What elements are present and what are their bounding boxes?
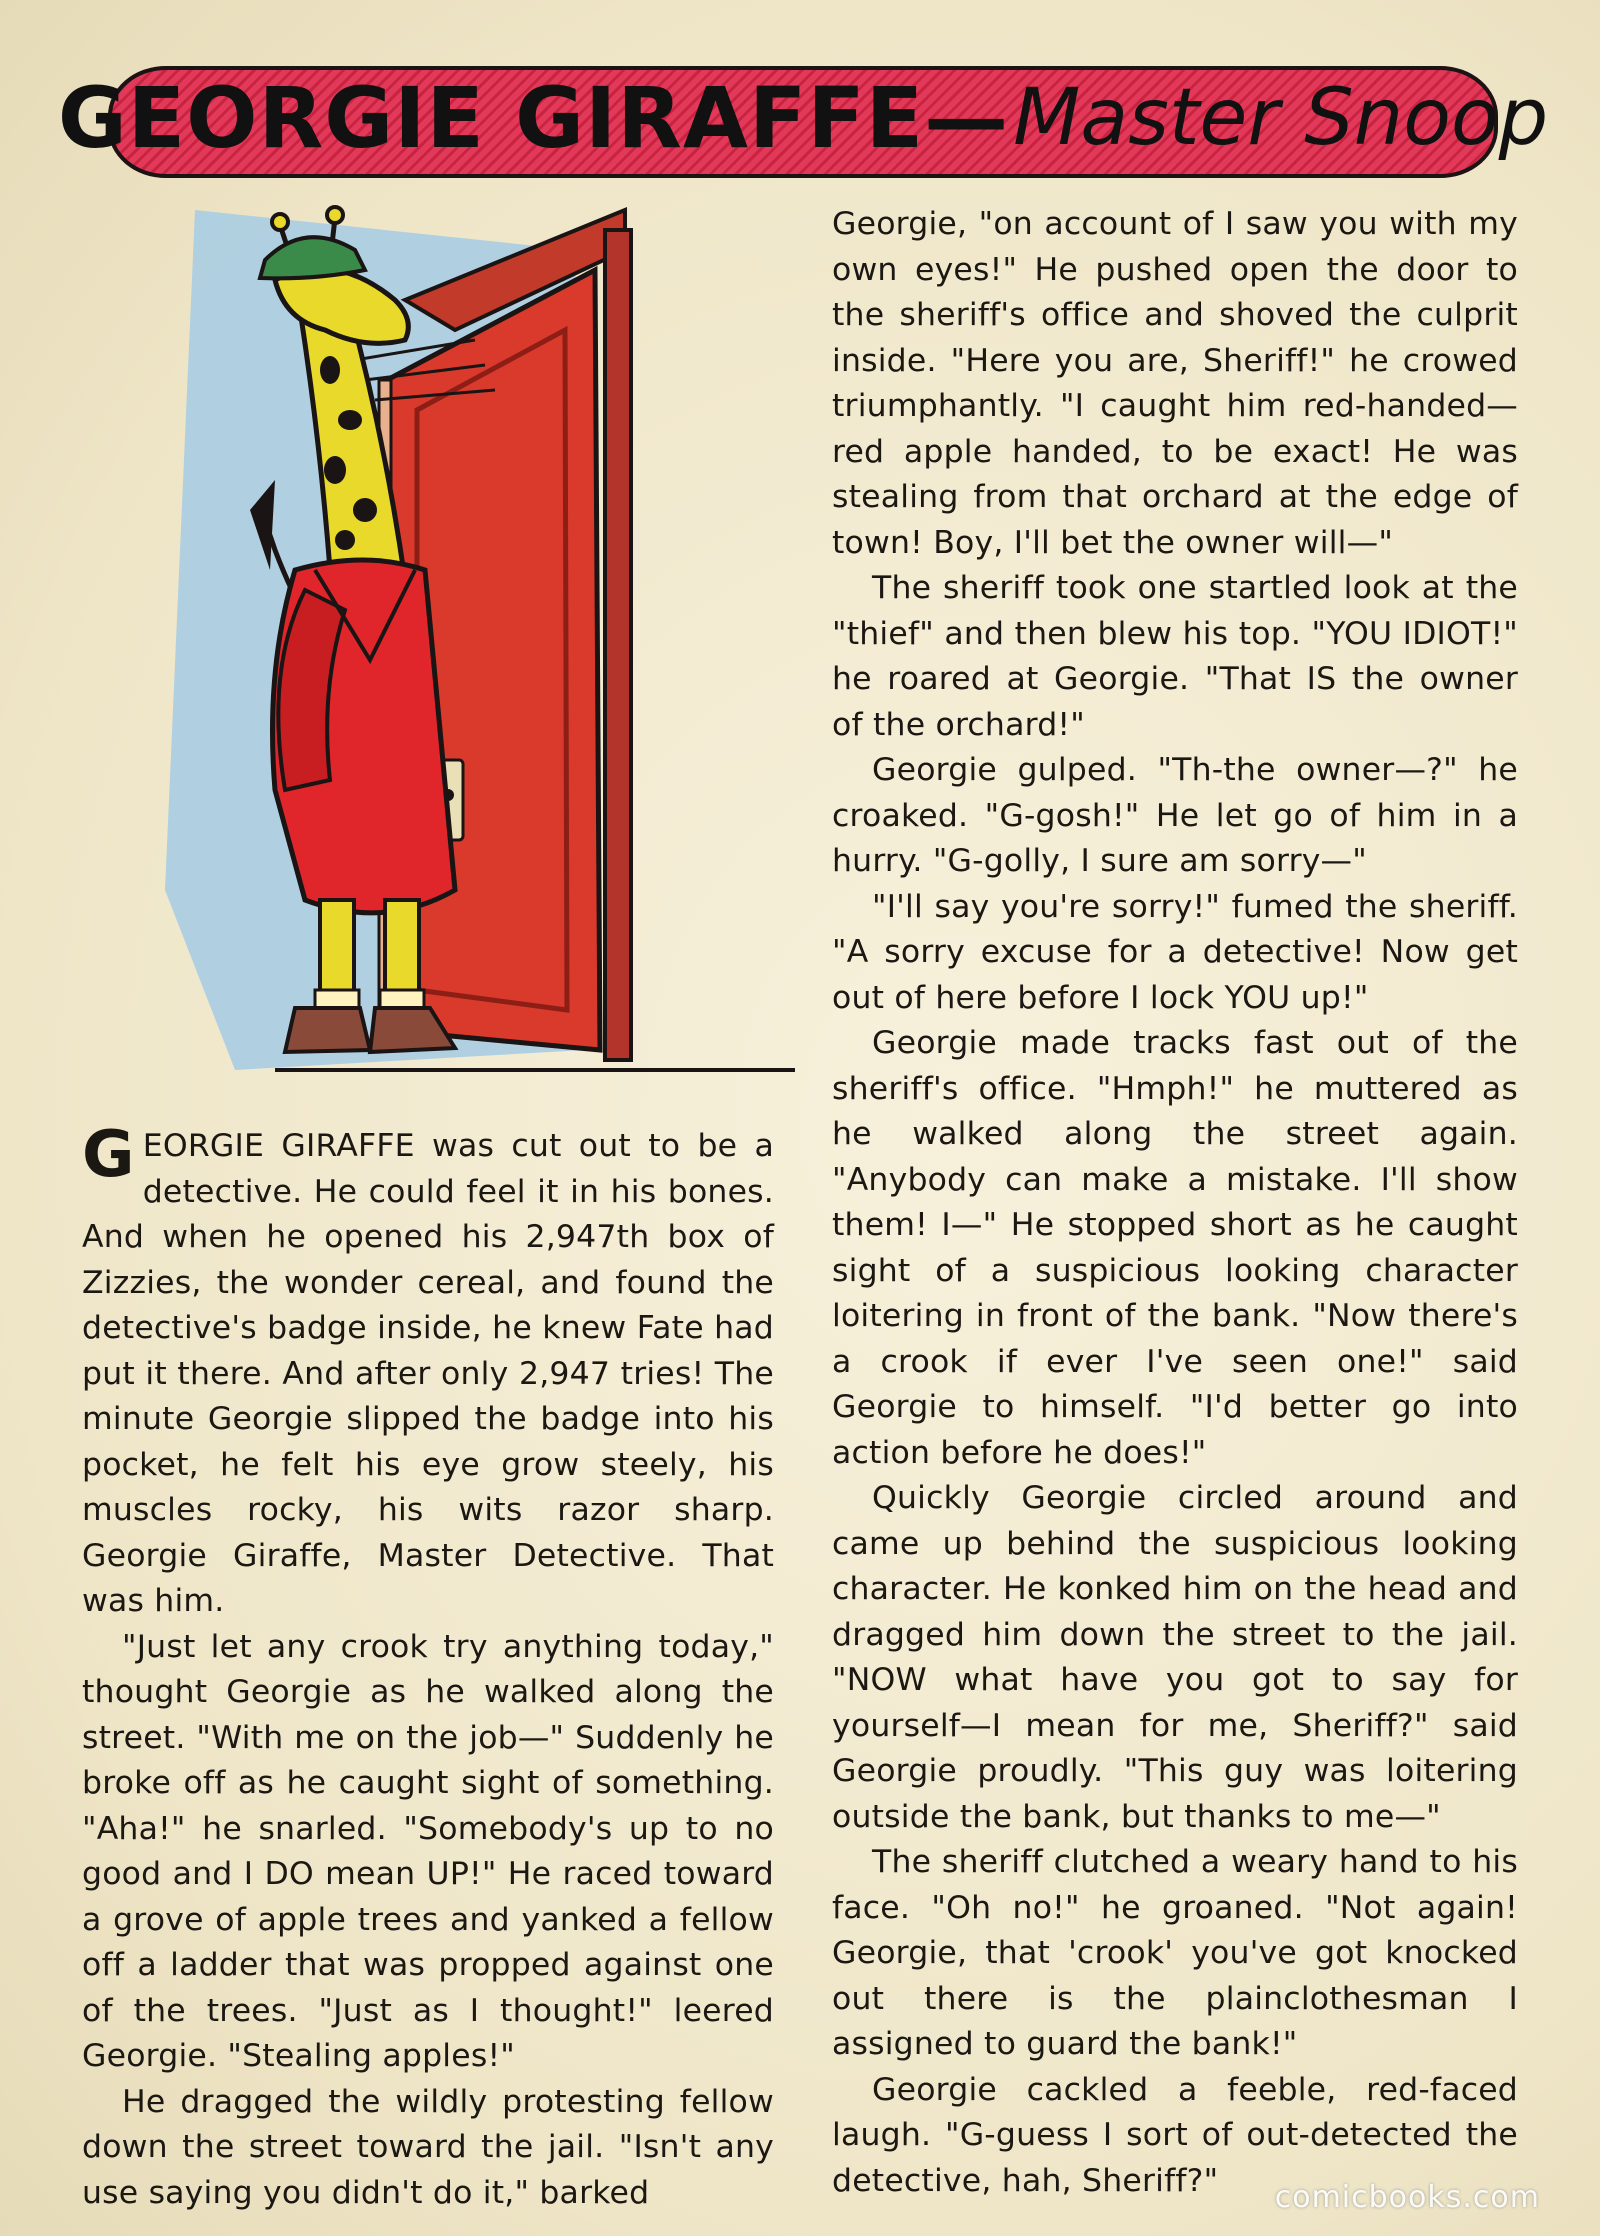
illustration-svg: [155, 190, 795, 1095]
story-paragraph: The sheriff took one startled look at the "thief" and then blew his top. "YOU IDIOT!" he roared at Georgie. "That IS the owner of the orchard!": [832, 570, 1518, 743]
drop-cap: G: [82, 1118, 135, 1192]
story-paragraph: Georgie made tracks fast out of the sheriff's office. "Hmph!" he muttered as he walked along the street again. "Anybody can make a mistake. I'll show them! I—" He stopped short as he caught sight of a suspicious looking character loitering in front of the bank. "Now there's a crook if ever I've seen one!" said Georgie to himself. "I'd better go into action before he does!": [832, 1025, 1518, 1471]
giraffe-door-illustration: [155, 190, 795, 1095]
story-paragraph: GEORGIE GIRAFFE was cut out to be a detective. He could feel it in his bones. And when he opened his 2,947th box of Zizzies, the wonder cereal, and found the detective's badge inside, he knew Fate had put it there. And after only 2,947 tries! The minute Georgie slipped the badge into his pocket, he felt his eye grow steely, his muscles rocky, his wits razor sharp. Georgie Giraffe, Master Detective. That was him.: [82, 1118, 774, 1619]
story-paragraph: He dragged the wildly protesting fellow down the street toward the jail. "Isn't any use saying you didn't do it," barked: [82, 2083, 774, 2211]
shoe-left: [285, 1008, 370, 1052]
door-frame-right: [605, 230, 631, 1060]
story-paragraph: Georgie cackled a feeble, red-faced laugh. "G-guess I sort of out-detected the detective, hah, Sheriff?": [832, 2071, 1518, 2199]
story-paragraph: Quickly Georgie circled around and came up behind the suspicious looking character. He konked him on the head and dragged him down the street to the jail. "NOW what have you got to say for yourself—I mean for me, Sheriff?" said Georgie proudly. "This guy was loitering outside the bank, but thanks to me—": [832, 1480, 1518, 1835]
story-paragraph: Georgie gulped. "Th-the owner—?" he croaked. "G-gosh!" He let go of him in a hurry. "G-golly, I sure am sorry—": [832, 752, 1518, 879]
title-subtitle: Master Snoop: [1013, 73, 1549, 163]
cuff-left: [315, 990, 359, 1008]
story-column-left: [82, 1118, 774, 2216]
watermark: comicbooks.com: [1274, 2180, 1540, 2215]
title-main: GEORGIE GIRAFFE—: [57, 69, 1010, 167]
story-paragraph: The sheriff clutched a weary hand to his face. "Oh no!" he groaned. "Not again! Georgie, that 'crook' you've got knocked out there is the plainclothesman I assigned to guard the bank!": [832, 1844, 1518, 2062]
story-column-right: [832, 202, 1518, 2204]
story-title: [57, 58, 1549, 178]
cuff-right: [380, 990, 424, 1008]
story-paragraph: "Just let any crook try anything today," thought Georgie as he walked along the street. "With me on the job—" Suddenly he broke off as he caught sight of something. "Aha!" he snarled. "Somebody's up to no good and I DO mean UP!" He raced toward a grove of apple trees and yanked a fellow off a ladder that was propped against one of the trees. "Just as I thought!" leered Georgie. "Stealing apples!": [82, 1628, 774, 2074]
story-paragraph: "I'll say you're sorry!" fumed the sheriff. "A sorry excuse for a detective! Now get out of here before I lock YOU up!": [832, 888, 1518, 1016]
story-paragraph: Georgie, "on account of I saw you with my own eyes!" He pushed open the door to the sheriff's office and shoved the culprit inside. "Here you are, Sheriff!" he crowed triumphantly. "I caught him red-handed—red apple handed, to be exact! He was stealing from that orchard at the edge of town! Boy, I'll bet the owner will—": [832, 206, 1518, 561]
